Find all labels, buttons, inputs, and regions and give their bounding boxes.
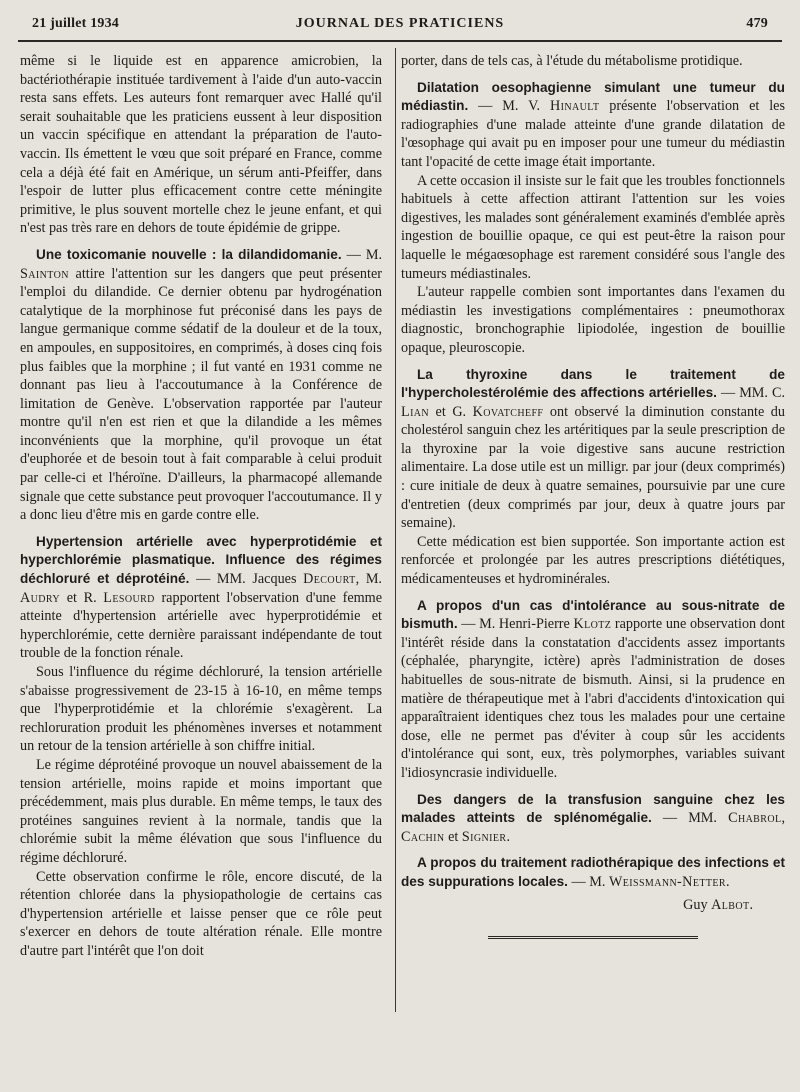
author-name: Kovatcheff xyxy=(472,403,544,420)
article-heading: Des dangers de la transfusion sanguine chez les malades atteints de splénomégalie. xyxy=(401,791,785,826)
column-divider xyxy=(395,48,396,1012)
header-rule xyxy=(18,40,782,42)
paragraph: Le régime déprotéiné provoque un nouvel abaissement de la tension artérielle, moins rapide et moins important que précédemment, mais plus durable. En même temps, le taux des protéines sanguines revient à la normale, tandis que la chlorémie subit la même élévation que sous l'influence du régime déchloruré. xyxy=(20,756,382,866)
article-dilandidomanie: Une toxicomanie nouvelle : la dilandidomanie. — M. Sainton attire l'attention sur les dangers que peut présenter l'emploi du dilandide. Ce dernier obtenu par hydrogénation catalytique de la morphinose fut préconisé dans les pays de langue germanique comme sédatif de la douleur et de la toux, en ampoules, en suppositoires, en comprimés, à doses cinq fois plus faibles que la morphine ; il fut vanté en 1931 comme ne donnant pas lieu à l'accoutumance à la Conférence de limitation de Genève. L'observation rapportée par l'auteur montre qu'il n'en est rien et que la dilandide a les mêmes inconvénients que la morphine, qu'il provoque un état d'euphorée et de besoin tout à fait comparable à celui produit par celle-ci et l'héroïne. D'ailleurs, la pharmacopé allemande signale que cette substance peut provoquer l'accoutumance. Il y a donc lieu d'être mis en garde contre elle. xyxy=(20,246,382,524)
author-name: Lian xyxy=(401,403,430,420)
article-heading: A propos d'un cas d'intolérance au sous-nitrate de bismuth. xyxy=(401,597,785,632)
running-head xyxy=(32,16,768,36)
author-name: Signier xyxy=(461,828,507,845)
end-rule xyxy=(488,936,698,941)
article-heading: La thyroxine dans le traitement de l'hypercholestérolémie des affections artérielles. xyxy=(401,366,785,401)
paragraph: Cette observation confirme le rôle, encore discuté, de la rétention chlorée dans la physiopathologie de certains cas d'hypertension artérielle et laisse penser que ce rôle peut s'exercer en dehors de toute altération rénale. Elle montre d'autre part l'intérêt que l'on doit xyxy=(20,868,382,959)
author-name: Chabrol xyxy=(728,810,782,827)
issue-date: 21 juillet 1934 xyxy=(32,16,119,31)
paragraph: L'auteur rappelle combien sont importantes dans l'examen du médiastin les investigations complémentaires : pneumothorax diagnostic, bronchographie lipiodolée, ingestion de bouillie opaque, pleuroscopie. xyxy=(401,284,785,356)
author-name: Audry xyxy=(20,589,61,606)
paragraph: Cette médication est bien supportée. Son importante action est renforcée et prolongée par les autres prescriptions diététiques, médicamenteuses et hydrominérales. xyxy=(401,533,785,588)
article-heading: A propos du traitement radiothérapique des infections et des suppurations locales. xyxy=(401,855,785,889)
journal-title: JOURNAL DES PRATICIENS xyxy=(295,16,505,31)
signature-surname: Albot xyxy=(711,896,750,913)
author-name: Lesourd xyxy=(103,589,155,606)
right-column xyxy=(401,52,785,941)
article-thyroxine: La thyroxine dans le traitement de l'hypercholestérolémie des affections artérielles. — MM. C. Lian et G. Kovatcheff ont observé la diminution constante du cholestérol sanguin chez les artéritiques par la seule prescription de la thyroxine par la voie digestive sans aucune restriction alimentaire. La dose utile est un milligr. par jour (deux comprimés) : cure initiale de deux à quatre semaines, poursuivie par une cure d'entretien (deux comprimés par jour, deux à quatre jours par semaine). xyxy=(401,366,785,532)
article-heading: Hypertension artérielle avec hyperprotidémie et hyperchlorémie plasmatique. Influence des régimes déchloruré et déprotéiné. xyxy=(20,533,382,587)
author-name: Sainton xyxy=(20,265,69,282)
author-name: Klotz xyxy=(573,616,612,633)
article-heading: Une toxicomanie nouvelle : la dilandidomanie. xyxy=(36,246,342,262)
author-name: Cachin xyxy=(401,828,445,845)
article-transfusion: Des dangers de la transfusion sanguine chez les malades atteints de splénomégalie. — MM. Chabrol, Cachin et Signier. xyxy=(401,791,786,845)
article-hypertension: Hypertension artérielle avec hyperprotidémie et hyperchlorémie plasmatique. Influence des régimes déchloruré et déprotéiné. — MM. Jacques Decourt, M. Audry et R. Lesourd rapportent l'observation d'une femme atteinte d'hypertension artérielle avec hyperprotidémie et hyperchlorémie, cette dernière paraissant indépendante de tout trouble de la fonction rénale. xyxy=(20,533,382,662)
paragraph-continuation: même si le liquide est en apparence amicrobien, la bactériothérapie instituée tardivement à l'aide d'un auto-vaccin resta sans effets. Les auteurs font remarquer avec Hallé qu'il serait souhaitable que les praticiens eussent à leur disposition un vaccin spécifique en attendant la préparation de l'auto-vaccin. Ils émettent le vœu que soit préparé en France, comme cela a déjà été fait en Amérique, un sérum anti-Pfeiffer, dans l'espoir de lutter plus efficacement contre cette méningite primitive, le plus souvent mortelle chez le jeune enfant, et qui n'est pas très rare en dehors de toute épidémie de grippe. xyxy=(20,53,382,237)
paragraph: A cette occasion il insiste sur le fait que les troubles fonctionnels habituels à cette affection attirant l'attention sur les voies digestives, les malades sont généralement examinés d'emblée après ingestion de bouillie opaque, ce qui est peut-être la raison pour laquelle le mégaœsophage est rarement considéré sous l'angle des tumeurs médiastinales. xyxy=(401,172,785,282)
author-name: Weissmann-Netter xyxy=(608,873,726,890)
article-bismuth: A propos d'un cas d'intolérance au sous-nitrate de bismuth. — M. Henri-Pierre Klotz rapporte une observation dont l'intérêt réside dans la constatation d'accidents assez importants (céphalée, pharyngite, ictère) après l'administration de doses habituelles de sous-nitrate de bismuth. Ainsi, si la prudence en matière de thérapeutique met à l'abri d'accidents d'intoxication qui apparaîtraient identiques chez tous les malades pour une certaine dose, elle ne permet pas d'éviter à coup sûr les accidents d'intolérance qui sont, eux, très polymorphes, variables suivant l'idiosyncrasie individuelle. xyxy=(401,597,785,781)
paragraph-continuation: porter, dans de tels cas, à l'étude du métabolisme protidique. xyxy=(401,53,743,69)
article-dilatation: Dilatation oesophagienne simulant une tumeur du médiastin. — M. V. Hinault présente l'observation et les radiographies d'une malade atteinte d'une grande dilatation de l'œsophage qui avait pu en imposer pour une tumeur du médiastin tant l'opacité de cette image était importante. xyxy=(401,79,785,170)
article-heading: Dilatation oesophagienne simulant une tumeur du médiastin. xyxy=(401,79,785,114)
paragraph: Sous l'influence du régime déchloruré, la tension artérielle s'abaisse progressivement de 23-15 à 16-10, en même temps que l'hyperprotidémie et la chlorémie s'exagèrent. La rechloruration produit les phénomènes inverses et notamment un retour de la tension artérielle à son chiffre initial. xyxy=(20,664,382,755)
page-number: 479 xyxy=(746,16,768,31)
signature: Guy Albot. xyxy=(683,896,753,913)
author-name: Hinault xyxy=(550,98,600,115)
author-name: Decourt xyxy=(303,571,356,588)
left-column xyxy=(20,52,382,961)
article-radiotherapie: A propos du traitement radiothérapique des infections et des suppurations locales. — M. Weissmann-Netter. xyxy=(401,855,785,890)
